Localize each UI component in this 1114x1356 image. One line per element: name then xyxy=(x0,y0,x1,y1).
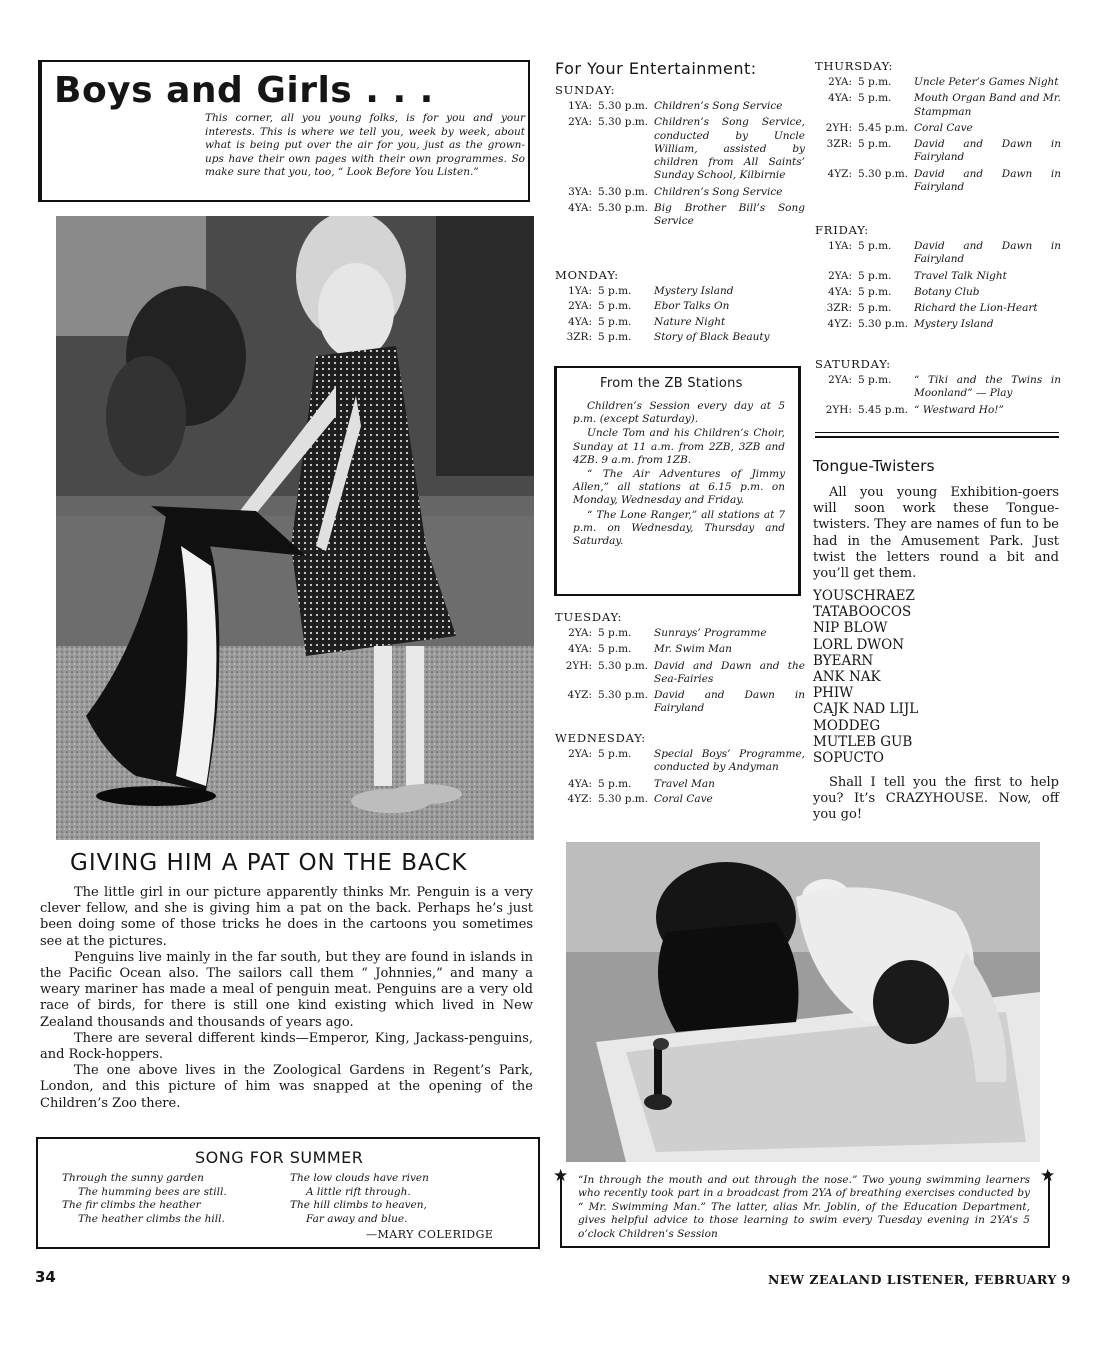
program: Children’s Song Service xyxy=(654,185,783,198)
station: 2YA: xyxy=(568,627,592,639)
schedule-entry xyxy=(815,286,1061,299)
story-paragraph: The one above lives in the Zoological Gardens in Regent’s Park, London, and this picture of him was snapped at the opening of the Children’s Zoo there. xyxy=(40,1063,533,1111)
poem-line: The fir climbs the heather xyxy=(62,1199,201,1211)
time: 5 p.m. xyxy=(858,285,892,298)
puzzle-word: MODDEG xyxy=(813,717,881,734)
day-heading: SUNDAY: xyxy=(555,83,616,97)
station: 2YA: xyxy=(568,300,592,313)
schedule-entry xyxy=(815,270,1061,283)
wednesday-schedule xyxy=(555,731,805,806)
section-divider xyxy=(815,432,1059,433)
poem-title: SONG FOR SUMMER xyxy=(195,1148,364,1167)
zb-stations-title: From the ZB Stations xyxy=(600,376,743,391)
program: David and Dawn in Fairyland xyxy=(914,240,1061,266)
program: Richard the Lion-Heart xyxy=(914,302,1038,315)
time: 5.30 p.m. xyxy=(598,202,649,215)
station: 3ZR: xyxy=(566,330,592,343)
photo-caption: “In through the mouth and out through the nose.” Two young swimming learners who recently took part in a broadcast from 2YA of breathing exercises conducted by “ Mr. Swimming Man.” The latter, alias Mr. Joblin, of the Education Department, gives helpful advice to those learning to swim every Tuesday evening in 2YA’s 5 o’clock Children’s Session xyxy=(578,1174,1030,1240)
station: 1YA: xyxy=(568,285,592,297)
zb-paragraph: Uncle Tom and his Children’s Choir, Sunday at 11 a.m. from 2ZB, 3ZB and 4ZB. 9 a.m. from 1ZB. xyxy=(573,427,785,466)
time: 5 p.m. xyxy=(858,269,892,282)
story-heading: GIVING HIM A PAT ON THE BACK xyxy=(70,850,468,876)
poem-author: —MARY COLERIDGE xyxy=(366,1228,494,1241)
program: Ebor Talks On xyxy=(654,300,730,313)
station: 4YA: xyxy=(828,92,852,105)
schedule-entry xyxy=(555,186,805,199)
puzzle-word: LORL DWON xyxy=(813,636,905,653)
time: 5 p.m. xyxy=(858,92,892,105)
page-title: Boys and Girls . . . xyxy=(54,70,434,111)
station: 4YZ: xyxy=(567,792,592,805)
station: 2YH: xyxy=(825,403,852,416)
star-icon: ★ xyxy=(553,1166,569,1186)
time: 5.30 p.m. xyxy=(858,167,909,180)
program: Coral Cave xyxy=(914,121,973,134)
program: David and Dawn in Fairyland xyxy=(914,138,1061,164)
puzzle-word: NIP BLOW xyxy=(813,620,888,637)
tongue-twisters-outro: Shall I tell you the first to help you? It’s CRAZYHOUSE. Now, off you go! xyxy=(813,775,1059,823)
program: Botany Club xyxy=(914,285,980,298)
schedule-entry xyxy=(555,202,805,229)
friday-schedule xyxy=(815,223,1061,332)
station: 4YA: xyxy=(568,315,592,328)
zb-paragraph: “ The Lone Ranger,” all stations at 7 p.m. on Wednesday, Thursday and Saturday. xyxy=(573,508,785,548)
schedule-entry xyxy=(555,793,805,806)
schedule-entry xyxy=(815,302,1061,315)
station: 2YH: xyxy=(565,659,592,672)
program: David and Dawn in Fairyland xyxy=(654,689,805,715)
time: 5 p.m. xyxy=(858,138,892,151)
station: 2YA: xyxy=(828,76,852,88)
program: Mr. Swim Man xyxy=(654,643,732,656)
schedule-entry xyxy=(815,122,1061,135)
program: Big Brother Bill’s Song Service xyxy=(654,202,805,228)
story-paragraph: There are several different kinds—Emperor, King, Jackass-penguins, and Rock-hoppers. xyxy=(40,1030,533,1063)
time: 5.45 p.m. xyxy=(858,403,909,416)
station: 4YZ: xyxy=(827,318,852,331)
program: David and Dawn and the Sea-Fairies xyxy=(654,659,805,685)
time: 5.30 p.m. xyxy=(858,318,909,331)
time: 5.30 p.m. xyxy=(598,689,649,702)
tuesday-schedule xyxy=(555,610,805,716)
station: 2YA: xyxy=(828,374,852,386)
poem-line: A little rift through. xyxy=(306,1185,411,1198)
time: 5 p.m. xyxy=(598,643,632,656)
time: 5.30 p.m. xyxy=(598,116,649,129)
poem-line: The low clouds have riven xyxy=(290,1172,429,1184)
station: 4YA: xyxy=(568,643,592,656)
station: 4YA: xyxy=(828,285,852,298)
penguin-photo xyxy=(56,216,534,840)
day-heading: MONDAY: xyxy=(555,268,619,282)
program: Children’s Song Service, conducted by Uncle William, assisted by children from All Saints’ Sunday School, Kilbirnie xyxy=(654,116,805,182)
tongue-twisters-list xyxy=(813,588,918,766)
sunday-schedule xyxy=(555,83,805,229)
schedule-entry xyxy=(555,689,805,716)
story-body xyxy=(40,885,533,1112)
program: Special Boys’ Programme, conducted by Andyman xyxy=(654,748,805,774)
schedule-entry xyxy=(555,627,805,640)
tongue-twisters-heading: Tongue-Twisters xyxy=(813,457,935,475)
saturday-schedule xyxy=(815,357,1061,417)
station: 1YA: xyxy=(568,100,592,112)
schedule-entry xyxy=(815,318,1061,331)
thursday-schedule xyxy=(815,59,1061,194)
swimming-photo xyxy=(566,842,1040,1162)
time: 5 p.m. xyxy=(598,285,632,297)
poem-line: Far away and blue. xyxy=(306,1212,408,1225)
tongue-twisters-intro: All you young Exhibition-goers will soon work these Tongue-twisters. They are names of fun to be had in the Amusement Park. Just twist the letters round a bit and you’ll get them. xyxy=(813,485,1059,582)
day-heading: FRIDAY: xyxy=(815,223,869,237)
puzzle-word: ANK NAK xyxy=(813,669,881,686)
puzzle-word: TATABOOCOS xyxy=(813,604,912,621)
schedule-entry xyxy=(555,778,805,791)
entertainment-heading: For Your Entertainment: xyxy=(555,59,757,78)
time: 5 p.m. xyxy=(598,777,632,790)
page-number: 34 xyxy=(35,1268,56,1286)
station: 1YA: xyxy=(828,240,852,252)
schedule-entry xyxy=(555,331,805,344)
schedule-entry xyxy=(815,76,1061,89)
time: 5.30 p.m. xyxy=(598,659,649,672)
poem-line: The hill climbs to heaven, xyxy=(290,1199,427,1211)
station: 4YA: xyxy=(568,202,592,215)
station: 3ZR: xyxy=(826,302,852,315)
schedule-entry xyxy=(815,138,1061,165)
time: 5 p.m. xyxy=(598,748,632,760)
station: 4YZ: xyxy=(567,689,592,702)
puzzle-word: CAJK NAD LIJL xyxy=(813,701,919,718)
program: Sunrays’ Programme xyxy=(654,627,767,639)
section-divider xyxy=(815,436,1059,438)
program: Coral Cave xyxy=(654,792,713,805)
day-heading: TUESDAY: xyxy=(555,610,623,624)
poem-left-stanza xyxy=(62,1172,227,1226)
star-icon: ★ xyxy=(1040,1166,1056,1186)
program: Story of Black Beauty xyxy=(654,330,770,343)
time: 5.45 p.m. xyxy=(858,121,909,134)
station: 4YA: xyxy=(568,777,592,790)
program: Travel Man xyxy=(654,777,715,790)
time: 5.30 p.m. xyxy=(598,792,649,805)
station: 3ZR: xyxy=(826,138,852,151)
poem-line: The humming bees are still. xyxy=(78,1185,227,1198)
schedule-entry xyxy=(555,643,805,656)
zb-stations-text xyxy=(573,400,785,549)
program: “ Westward Ho!” xyxy=(914,403,1004,416)
time: 5 p.m. xyxy=(598,300,632,313)
time: 5 p.m. xyxy=(858,374,892,386)
time: 5 p.m. xyxy=(598,627,632,639)
schedule-entry xyxy=(555,748,805,775)
time: 5 p.m. xyxy=(598,315,632,328)
publication-footer: NEW ZEALAND LISTENER, FEBRUARY 9 xyxy=(768,1272,1071,1287)
time: 5.30 p.m. xyxy=(598,185,649,198)
schedule-entry xyxy=(815,240,1061,267)
story-paragraph: Penguins live mainly in the far south, but they are found in islands in the Pacific Ocean also. The sailors call them “ Johnnies,” and many a weary mariner has made a meal of penguin meat. Penguins are a very old race of birds, for there is still one kind existing which lived in New Zealand thousands and thousands of years ago. xyxy=(40,949,533,1030)
schedule-entry xyxy=(815,374,1061,401)
station: 4YZ: xyxy=(827,167,852,180)
schedule-entry xyxy=(815,168,1061,195)
program: Uncle Peter’s Games Night xyxy=(914,76,1059,88)
time: 5 p.m. xyxy=(858,76,892,88)
schedule-entry xyxy=(555,300,805,313)
poem-line: Through the sunny garden xyxy=(62,1172,204,1184)
time: 5 p.m. xyxy=(858,240,892,252)
schedule-entry xyxy=(555,285,805,298)
program: Mystery Island xyxy=(654,285,734,297)
day-heading: SATURDAY: xyxy=(815,357,891,371)
program: Mouth Organ Band and Mr. Stampman xyxy=(914,92,1061,118)
program: “ Tiki and the Twins in Moonland” — Play xyxy=(914,374,1061,400)
program: Mystery Island xyxy=(914,318,994,331)
station: 3YA: xyxy=(568,185,592,198)
poem-right-stanza xyxy=(290,1172,429,1226)
schedule-entry xyxy=(555,100,805,113)
schedule-entry xyxy=(815,404,1061,417)
station: 2YH: xyxy=(825,121,852,134)
puzzle-word: SOPUCTO xyxy=(813,750,884,767)
puzzle-word: BYEARN xyxy=(813,652,874,669)
story-paragraph: The little girl in our picture apparently thinks Mr. Penguin is a very clever fellow, and she is giving him a pat on the back. Perhaps he’s just been doing some of those tricks he does in the cartoons you sometimes see at the pictures. xyxy=(40,885,533,949)
day-heading: WEDNESDAY: xyxy=(555,731,646,745)
program: Children’s Song Service xyxy=(654,100,783,112)
schedule-entry xyxy=(815,92,1061,119)
schedule-entry xyxy=(555,660,805,687)
program: Nature Night xyxy=(654,315,726,328)
zb-paragraph: “ The Air Adventures of Jimmy Allen,” all stations at 6.15 p.m. on Monday, Wednesday and Friday. xyxy=(573,468,785,507)
station: 2YA: xyxy=(828,269,852,282)
schedule-entry xyxy=(555,116,805,182)
puzzle-word: MUTLEB GUB xyxy=(813,733,913,750)
schedule-entry xyxy=(555,316,805,329)
time: 5 p.m. xyxy=(858,302,892,315)
time: 5.30 p.m. xyxy=(598,100,649,112)
poem-line: The heather climbs the hill. xyxy=(78,1212,225,1225)
station: 2YA: xyxy=(568,748,592,760)
intro-text: This corner, all you young folks, is for you and your interests. This is where we tell you, week by week, about what is being put over the air for you, just as the grown-ups have their own pages with their own programmes. So make sure that you, too, “ Look Before You Listen.” xyxy=(205,112,525,178)
program: David and Dawn in Fairyland xyxy=(914,167,1061,194)
puzzle-word: YOUSCHRAEZ xyxy=(813,588,915,604)
station: 2YA: xyxy=(568,116,592,129)
time: 5 p.m. xyxy=(598,330,632,343)
program: Travel Talk Night xyxy=(914,269,1007,282)
puzzle-word: PHIW xyxy=(813,685,854,702)
day-heading: THURSDAY: xyxy=(815,59,894,73)
zb-paragraph: Children’s Session every day at 5 p.m. (except Saturday). xyxy=(573,400,785,426)
monday-schedule xyxy=(555,268,805,344)
